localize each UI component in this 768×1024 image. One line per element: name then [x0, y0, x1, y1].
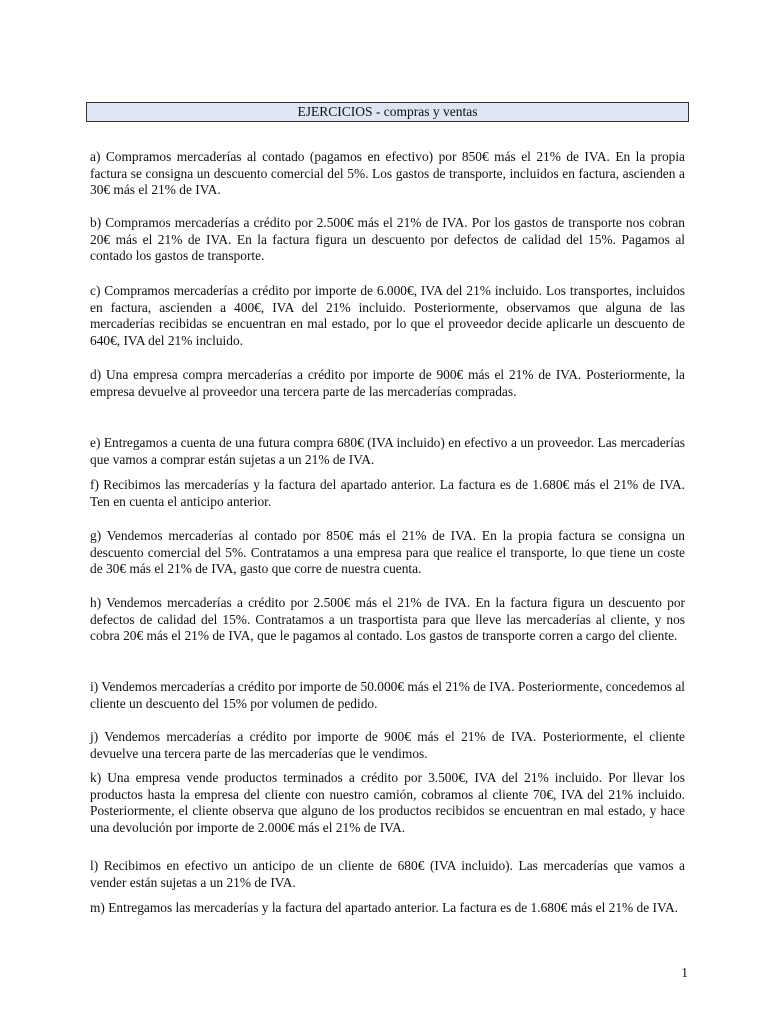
- exercise-e: e) Entregamos a cuenta de una futura compra 680€ (IVA incluido) en efectivo a un proveedor. Las mercaderías que vamos a comprar están sujetas a un 21% de IVA.: [90, 435, 685, 467]
- page-number: 1: [681, 965, 688, 980]
- exercise-l: l) Recibimos en efectivo un anticipo de un cliente de 680€ (IVA incluido). Las mercaderías que vamos a vender están sujetas a un 21% de IVA.: [90, 858, 685, 890]
- exercise-k: k) Una empresa vende productos terminados a crédito por 3.500€, IVA del 21% incluido. Por llevar los productos hasta la empresa del cliente con nuestro camión, cobramos al cliente 70€, IVA del 21% incluido. Posteriormente, el cliente observa que alguno de los productos recibidos se encuentran en mal estado, y hace una devolución por importe de 2.000€ más el 21% de IVA.: [90, 770, 685, 835]
- document-title: EJERCICIOS - compras y ventas: [86, 102, 689, 122]
- exercise-i: i) Vendemos mercaderías a crédito por importe de 50.000€ más el 21% de IVA. Posteriormente, concedemos al cliente un descuento del 15% por volumen de pedido.: [90, 679, 685, 711]
- exercise-c: c) Compramos mercaderías a crédito por importe de 6.000€, IVA del 21% incluido. Los transportes, incluidos en factura, ascienden a 400€, IVA del 21% incluido. Posteriormente, observamos que alguna de las mercaderías recibidas se encuentran en mal estado, por lo que el proveedor decide aplicarle un descuento de 640€, IVA del 21% incluido.: [90, 283, 685, 348]
- exercise-j: j) Vendemos mercaderías a crédito por importe de 900€ más el 21% de IVA. Posteriormente, el cliente devuelve una tercera parte de las mercaderías que le vendimos.: [90, 729, 685, 761]
- exercise-b: b) Compramos mercaderías a crédito por 2.500€ más el 21% de IVA. Por los gastos de transporte nos cobran 20€ más el 21% de IVA. En la factura figura un descuento por defectos de calidad del 15%. Pagamos al contado los gastos de transporte.: [90, 215, 685, 263]
- exercise-h: h) Vendemos mercaderías a crédito por 2.500€ más el 21% de IVA. En la factura figura un descuento por defectos de calidad del 15%. Contratamos a un trasportista para que lleve las mercaderías al cliente, y nos cobra 20€ más el 21% de IVA, que le pagamos al contado. Los gastos de transporte corren a cargo del cliente.: [90, 595, 685, 643]
- exercise-m: m) Entregamos las mercaderías y la factura del apartado anterior. La factura es de 1.680€ más el 21% de IVA.: [90, 900, 678, 915]
- exercise-f: f) Recibimos las mercaderías y la factura del apartado anterior. La factura es de 1.680€ más el 21% de IVA. Ten en cuenta el anticipo anterior.: [90, 477, 685, 509]
- exercise-g: g) Vendemos mercaderías al contado por 850€ más el 21% de IVA. En la propia factura se consigna un descuento comercial del 5%. Contratamos a una empresa para que realice el transporte, lo que tiene un coste de 30€ más el 21% de IVA, gasto que corre de nuestra cuenta.: [90, 528, 685, 576]
- exercise-a: a) Compramos mercaderías al contado (pagamos en efectivo) por 850€ más el 21% de IVA. En la propia factura se consigna un descuento comercial del 5%. Los gastos de transporte, incluidos en factura, ascienden a 30€ más el 21% de IVA.: [90, 149, 685, 197]
- exercise-d: d) Una empresa compra mercaderías a crédito por importe de 900€ más el 21% de IVA. Posteriormente, la empresa devuelve al proveedor una tercera parte de las mercaderías compradas.: [90, 367, 685, 399]
